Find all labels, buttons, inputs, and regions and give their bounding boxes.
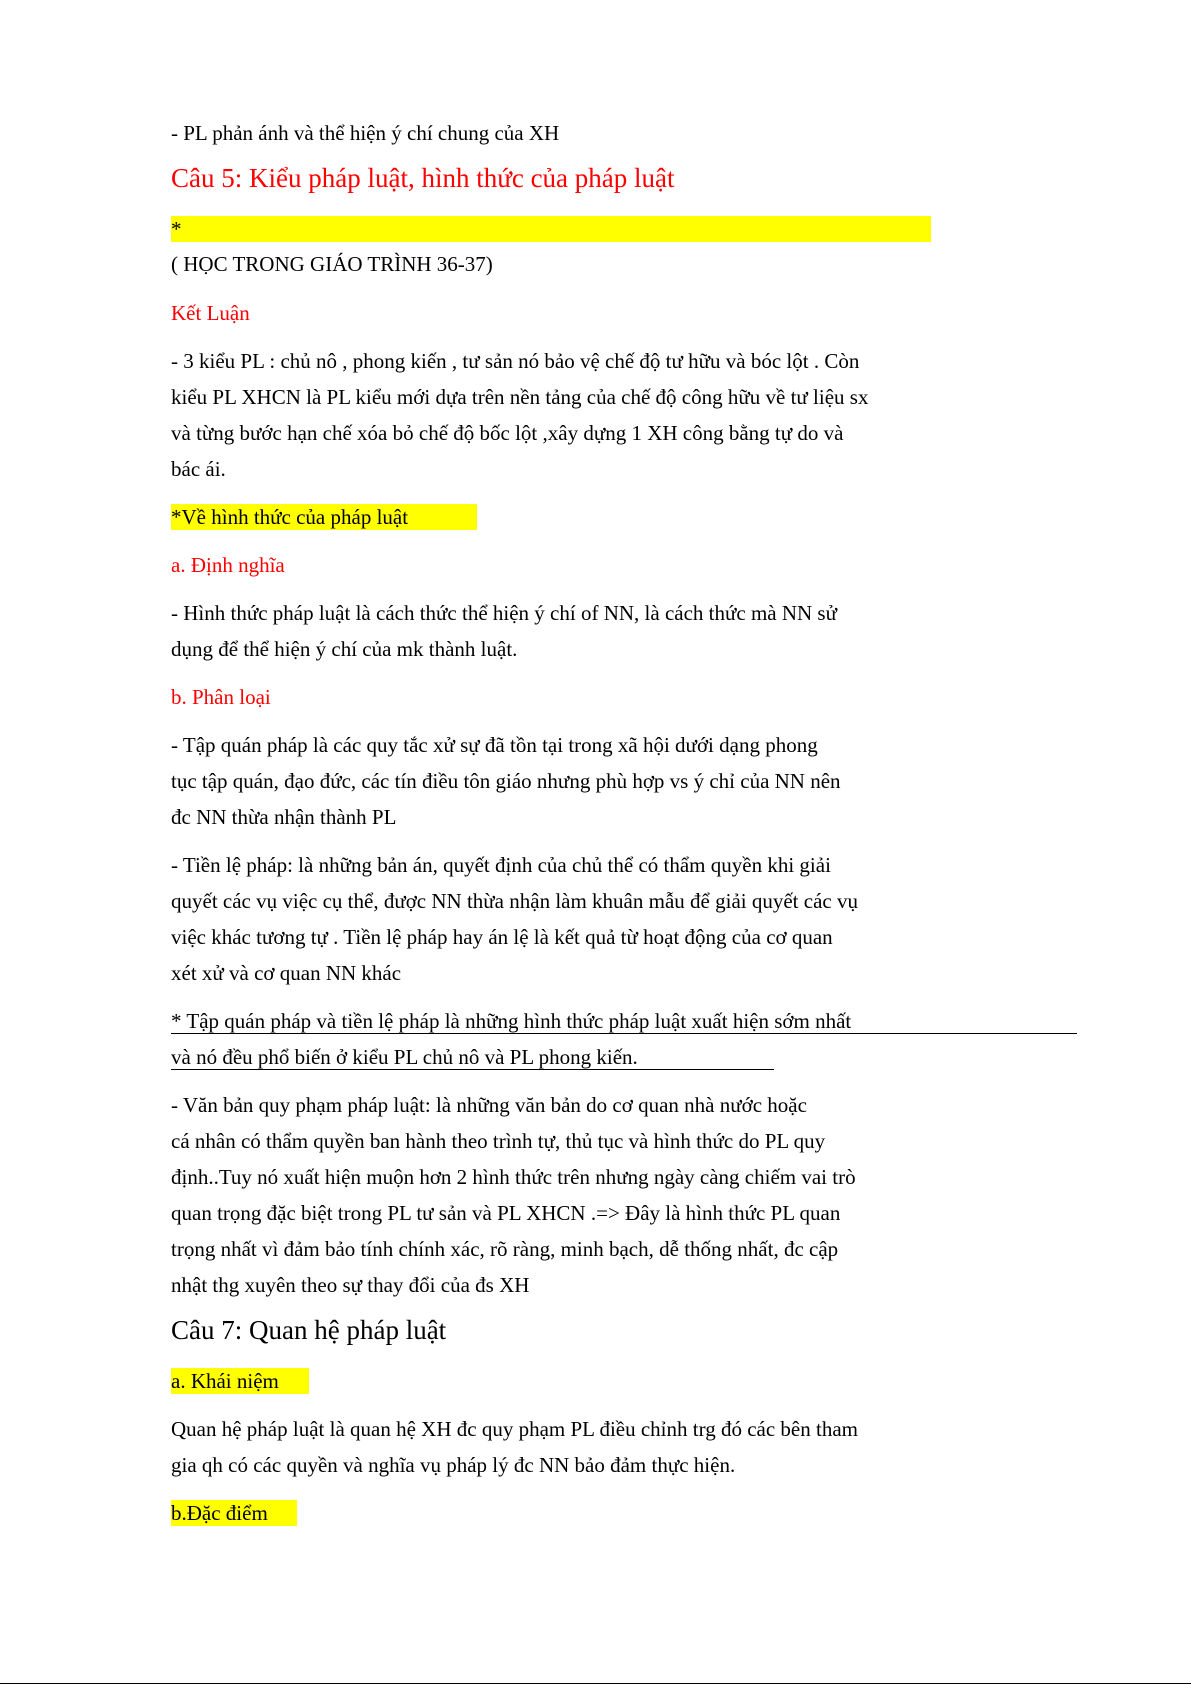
paragraph-line: nhật thg xuyên theo sự thay đổi của đs XH	[171, 1273, 530, 1297]
underline-rule	[171, 1033, 1077, 1034]
note-line: và nó đều phổ biến ở kiểu PL chủ nô và PL phong kiến.	[171, 1045, 638, 1069]
paragraph-line: - Văn bản quy phạm pháp luật: là những văn bản do cơ quan nhà nước hoặc	[171, 1093, 807, 1117]
paragraph-line: việc khác tương tự . Tiền lệ pháp hay án lệ là kết quả từ hoạt động của cơ quan	[171, 925, 833, 949]
paragraph-line: tục tập quán, đạo đức, các tín điều tôn giáo nhưng phù hợp vs ý chỉ của NN nên	[171, 769, 841, 793]
heading-cau-5: Câu 5: Kiểu pháp luật, hình thức của pháp luật	[171, 163, 675, 193]
paragraph-line: - 3 kiểu PL : chủ nô , phong kiến , tư sản nó bảo vệ chế độ tư hữu và bóc lột . Còn	[171, 349, 860, 373]
page-bottom-edge	[0, 1683, 1191, 1684]
paragraph-line: bác ái.	[171, 457, 226, 481]
paragraph-line: - Tập quán pháp là các quy tắc xử sự đã tồn tại trong xã hội dưới dạng phong	[171, 733, 818, 757]
note-line: * Tập quán pháp và tiền lệ pháp là những hình thức pháp luật xuất hiện sớm nhất	[171, 1009, 852, 1033]
textbook-reference: ( HỌC TRONG GIÁO TRÌNH 36-37)	[171, 252, 493, 276]
paragraph-line: quan trọng đặc biệt trong PL tư sản và PL XHCN .=> Đây là hình thức PL quan	[171, 1201, 841, 1225]
heading-ket-luan: Kết Luận	[171, 301, 250, 325]
paragraph-line: quyết các vụ việc cụ thể, được NN thừa nhận làm khuân mẫu để giải quyết các vụ	[171, 889, 858, 913]
paragraph-line: - Hình thức pháp luật là cách thức thể hiện ý chí of NN, là cách thức mà NN sử	[171, 601, 837, 625]
paragraph-line: - Tiền lệ pháp: là những bản án, quyết định của chủ thể có thẩm quyền khi giải	[171, 853, 831, 877]
heading-phan-loai: b. Phân loại	[171, 685, 271, 709]
paragraph-line: cá nhân có thẩm quyền ban hành theo trình tự, thủ tục và hình thức do PL quy	[171, 1129, 826, 1153]
paragraph-line: và từng bước hạn chế xóa bỏ chế độ bốc lột ,xây dựng 1 XH công bằng tự do và	[171, 421, 844, 445]
paragraph-line: xét xử và cơ quan NN khác	[171, 961, 402, 985]
heading-hinh-thuc-phap-luat: *Về hình thức của pháp luật	[171, 504, 477, 530]
paragraph-line: Quan hệ pháp luật là quan hệ XH đc quy phạm PL điều chỉnh trg đó các bên tham	[171, 1417, 858, 1441]
paragraph-line: gia qh có các quyền và nghĩa vụ pháp lý đc NN bảo đảm thực hiện.	[171, 1453, 736, 1477]
heading-khai-niem: a. Khái niệm	[171, 1368, 309, 1394]
heading-dac-diem: b.Đặc điểm	[171, 1500, 297, 1526]
intro-line: - PL phản ánh và thể hiện ý chí chung của XH	[171, 121, 560, 145]
heading-dinh-nghia: a. Định nghĩa	[171, 553, 285, 577]
paragraph-line: định..Tuy nó xuất hiện muộn hơn 2 hình thức trên nhưng ngày càng chiếm vai trò	[171, 1165, 856, 1189]
paragraph-line: kiểu PL XHCN là PL kiểu mới dựa trên nền tảng của chế độ công hữu về tư liệu sx	[171, 385, 869, 409]
heading-kieu-phap-luat: *	[171, 216, 931, 242]
paragraph-line: dụng để thể hiện ý chí của mk thành luật.	[171, 637, 518, 661]
paragraph-line: đc NN thừa nhận thành PL	[171, 805, 397, 829]
paragraph-line: trọng nhất vì đảm bảo tính chính xác, rõ ràng, minh bạch, dễ thống nhất, đc cập	[171, 1237, 839, 1261]
underline-rule	[171, 1069, 774, 1070]
heading-cau-7: Câu 7: Quan hệ pháp luật	[171, 1315, 447, 1345]
